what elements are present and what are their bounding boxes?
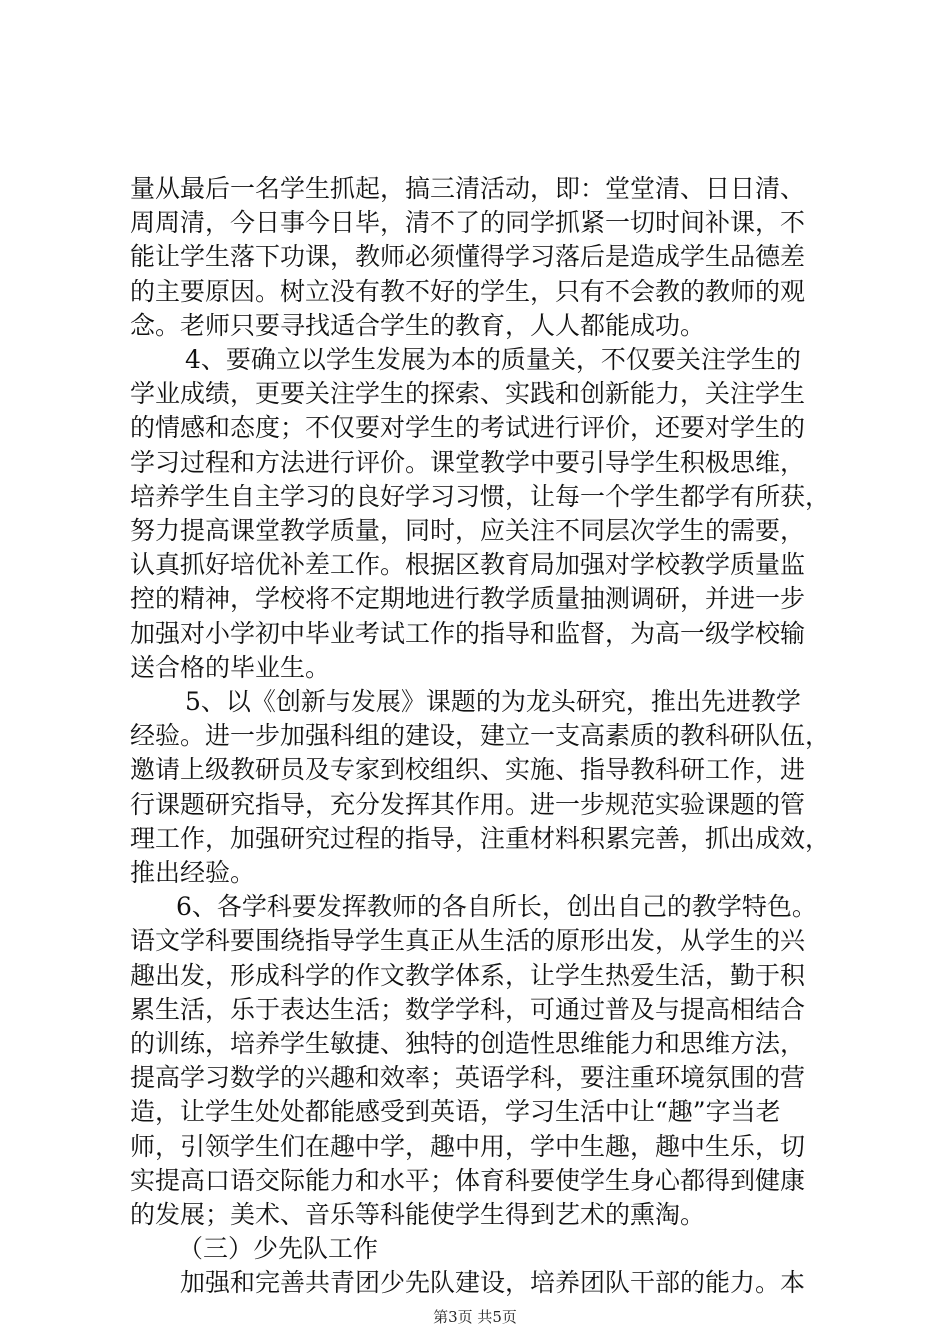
text-line: 的主要原因。树立没有教不好的学生，只有不会教的教师的观 [130,277,806,306]
text-line: 认真抓好培优补差工作。根据区教育局加强对学校教学质量监 [130,550,806,579]
text-line: 趣出发，形成科学的作文教学体系，让学生热爱生活，勤于积 [130,961,806,990]
text-line: 实提高口语交际能力和水平；体育科要使学生身心都得到健康 [130,1166,806,1195]
text-line: 推出经验。 [130,858,256,887]
text-line: 行课题研究指导，充分发挥其作用。进一步规范实验课题的管 [130,790,806,819]
text-line: 经验。进一步加强科组的建设，建立一支高素质的教科研队伍， [130,721,831,750]
text-line: 的情感和态度；不仅要对学生的考试进行评价，还要对学生的 [130,413,806,442]
text-line: 提高学习数学的兴趣和效率；英语学科，要注重环境氛围的营 [130,1063,806,1092]
text-line: 努力提高课堂教学质量，同时，应关注不同层次学生的需要， [130,516,806,545]
text-line: 加强对小学初中毕业考试工作的指导和监督，为高一级学校输 [130,619,806,648]
text-line: 的发展；美术、音乐等科能使学生得到艺术的熏淘。 [130,1200,706,1229]
text-line: 控的精神，学校将不定期地进行教学质量抽测调研，并进一步 [130,584,806,613]
text-line: 送合格的毕业生。 [130,653,331,682]
text-line: 语文学科要围绕指导学生真正从生活的原形出发，从学生的兴 [130,926,806,955]
page-footer: 第3页 共5页 [433,1308,517,1326]
text-line: 学业成绩，更要关注学生的探索、实践和创新能力，关注学生 [130,379,806,408]
text-line: 理工作，加强研究过程的指导，注重材料积累完善，抓出成效， [130,824,831,853]
text-line: 量从最后一名学生抓起，搞三清活动，即：堂堂清、日日清、 [130,174,806,203]
text-line: 培养学生自主学习的良好学习习惯，让每一个学生都学有所获， [130,482,831,511]
text-line: 累生活，乐于表达生活；数学学科，可通过普及与提高相结合 [130,995,806,1024]
text-line: 4、要确立以学生发展为本的质量关，不仅要关注学生的 [185,345,801,374]
text-line: 的训练，培养学生敏捷、独特的创造性思维能力和思维方法， [130,1029,806,1058]
text-line: 加强和完善共青团少先队建设，培养团队干部的能力。本 [180,1268,806,1297]
text-line: 学习过程和方法进行评价。课堂教学中要引导学生积极思维， [130,448,806,477]
text-line: 师，引领学生们在趣中学，趣中用，学中生趣，趣中生乐，切 [130,1132,806,1161]
text-line: 6、各学科要发挥教师的各自所长，创出自己的教学特色。 [176,892,817,921]
text-line: 念。老师只要寻找适合学生的教育，人人都能成功。 [130,311,706,340]
text-line: 邀请上级教研员及专家到校组织、实施、指导教科研工作，进 [130,755,806,784]
text-line: 5、以《创新与发展》课题的为龙头研究，推出先进教学 [185,687,801,716]
text-line: 造，让学生处处都能感受到英语，学习生活中让“趣”字当老 [130,1097,781,1126]
text-line: 能让学生落下功课，教师必须懂得学习落后是造成学生品德差 [130,242,806,271]
section-heading: （三）少先队工作 [178,1234,379,1263]
text-line: 周周清，今日事今日毕，清不了的同学抓紧一切时间补课，不 [130,208,806,237]
